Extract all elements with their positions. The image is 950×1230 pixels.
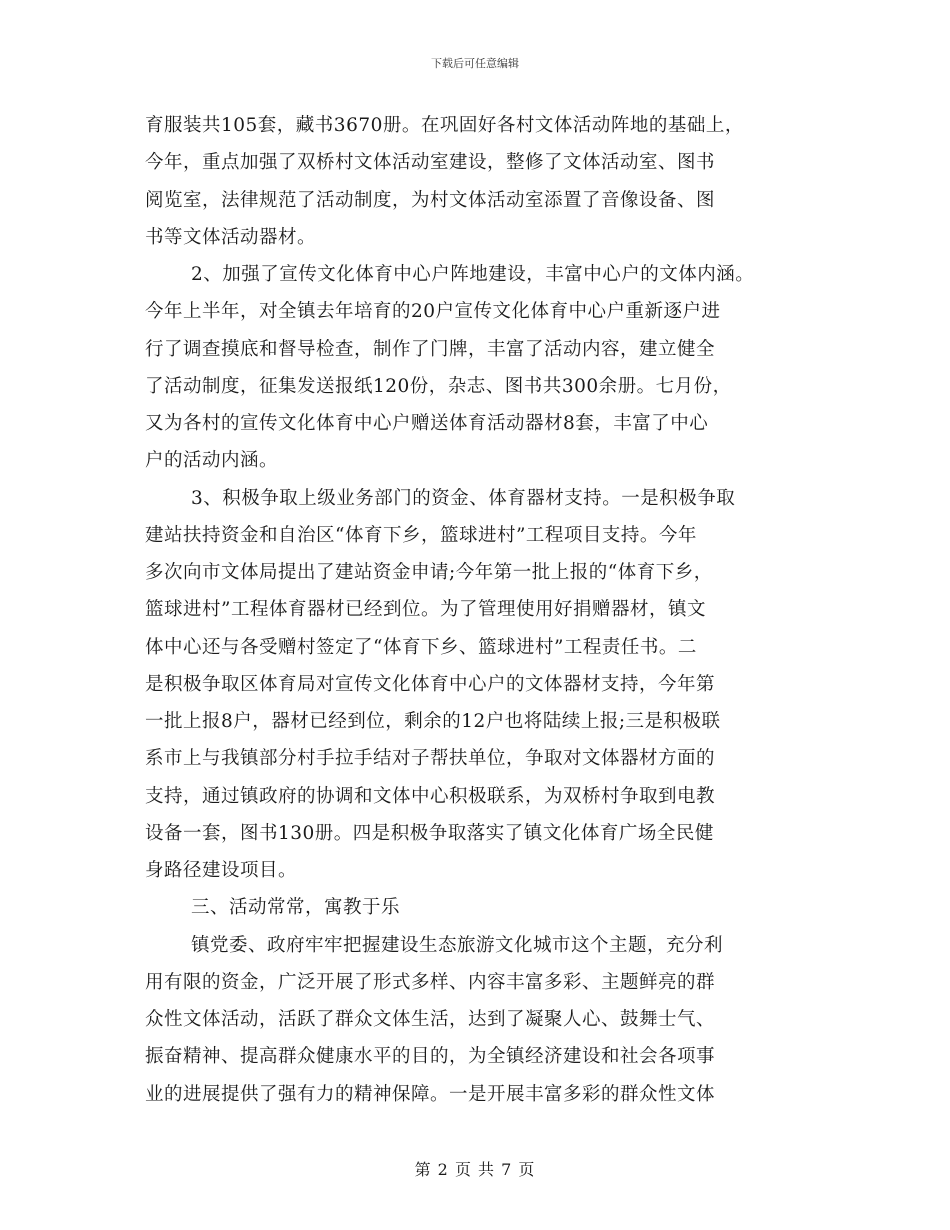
- text-line: 今年上半年，对全镇去年培育的20户宣传文化体育中心户重新逐户进: [145, 301, 721, 323]
- text-line: 今年，重点加强了双桥村文体活动室建设，整修了文体活动室、图书: [145, 152, 716, 174]
- text-line: 了活动制度，征集发送报纸120份，杂志、图书共300余册。七月份，: [145, 375, 732, 397]
- text-line: 多次向市文体局提出了建站资金申请;今年第一批上报的“体育下乡，: [145, 562, 713, 583]
- text-line: 育服装共105套，藏书3670册。在巩固好各村文体活动阵地的基础上，: [145, 115, 744, 136]
- page-header: 下载后可任意编辑: [431, 57, 519, 70]
- text-line: 书等文体活动器材。: [145, 226, 317, 248]
- text-line: 行了调查摸底和督导检查，制作了门牌，丰富了活动内容，建立健全: [145, 338, 716, 360]
- text-line: 设备一套，图书130册。四是积极争取落实了镇文化体育广场全民健: [145, 822, 714, 844]
- text-line: 阅览室，法律规范了活动制度，为村文体活动室添置了音像设备、图: [145, 189, 716, 211]
- text-line: 众性文体活动，活跃了群众文体生活，达到了凝聚人心、鼓舞士气、: [145, 1009, 716, 1030]
- text-line: 三、活动常常，寓教于乐: [191, 897, 401, 919]
- text-line: 支持，通过镇政府的协调和文体中心积极联系，为双桥村争取到电教: [145, 785, 716, 807]
- text-line: 篮球进村”工程体育器材已经到位。为了管理使用好捐赠器材，镇文: [145, 599, 706, 621]
- text-line: 又为各村的宣传文化体育中心户赠送体育活动器材8套，丰富了中心: [145, 413, 709, 434]
- document-body: [145, 107, 835, 1113]
- text-line: 2、加强了宣传文化体育中心户阵地建设，丰富中心户的文体内涵。: [191, 264, 755, 285]
- text-line: 振奋精神、提高群众健康水平的目的，为全镇经济建设和社会各项事: [145, 1046, 716, 1068]
- text-line: 是积极争取区体育局对宣传文化体育中心户的文体器材支持，今年第: [145, 673, 716, 695]
- page-number-footer: 第 2 页 共 7 页: [414, 1160, 536, 1179]
- text-line: 3、积极争取上级业务部门的资金、体育器材支持。一是积极争取: [191, 487, 736, 509]
- text-line: 一批上报8户，器材已经到位，剩余的12户也将陆续上报;三是积极联: [145, 711, 721, 732]
- text-line: 身路径建设项目。: [145, 860, 298, 881]
- text-line: 建站扶持资金和自治区“体育下乡，篮球进村”工程项目支持。今年: [145, 524, 697, 546]
- text-line: 用有限的资金，广泛开展了形式多样、内容丰富多彩、主题鲜亮的群: [145, 971, 716, 993]
- text-line: 业的进展提供了强有力的精神保障。一是开展丰富多彩的群众性文体: [145, 1083, 716, 1105]
- text-line: 体中心还与各受赠村签定了“体育下乡、篮球进村”工程责任书。二: [145, 636, 697, 658]
- text-line: 系市上与我镇部分村手拉手结对子帮扶单位，争取对文体器材方面的: [145, 748, 716, 770]
- text-line: 户的活动内涵。: [145, 450, 279, 472]
- text-line: 镇党委、政府牢牢把握建设生态旅游文化城市这个主题，充分利: [191, 934, 724, 956]
